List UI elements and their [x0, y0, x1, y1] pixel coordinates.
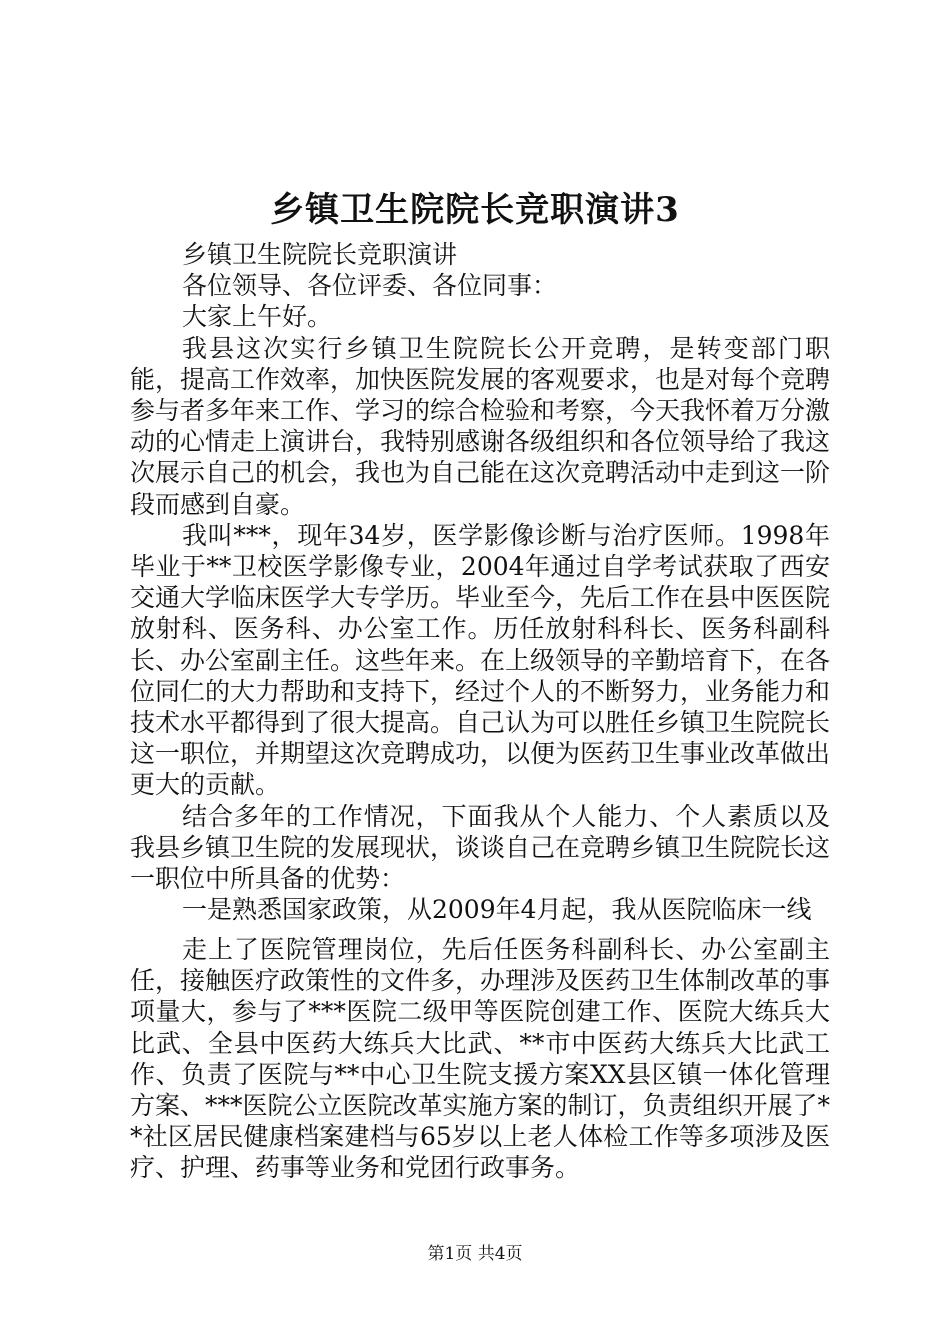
page-number-footer: 第1页 共4页	[427, 1244, 523, 1264]
body-text-section-1	[130, 239, 830, 925]
advantages-intro-paragraph: 结合多年的工作情况，下面我从个人能力、个人素质以及我县乡镇卫生院的发展现状，谈谈自己在竞聘乡镇卫生院院长这一职位中所具备的优势：	[130, 801, 831, 894]
greeting-paragraph: 大家上午好。	[182, 302, 333, 332]
policy-paragraph-continued: 走上了医院管理岗位，先后任医务科副科长、办公室副主任，接触医疗政策性的文件多，办理涉及医药卫生体制改革的事项量大，参与了***医院二级甲等医院创建工作、医院大练兵大比武、全县中医药大练兵大比武、**市中医药大练兵大比武工作、负责了医院与**中心卫生院支援方案XX县区镇一体化管理方案、***医院公立医院改革实施方案的制订，负责组织开展了**社区居民健康档案建档与65岁以上老人体检工作等多项涉及医疗、护理、药事等业务和党团行政事务。	[130, 935, 831, 1183]
body-text-section-2	[130, 934, 830, 1184]
document-title: 乡镇卫生院院长竞职演讲3	[270, 190, 680, 230]
subtitle-paragraph: 乡镇卫生院院长竞职演讲	[182, 240, 458, 269]
intro-paragraph: 我县这次实行乡镇卫生院院长公开竞聘，是转变部门职能，提高工作效率，加快医院发展的客观要求，也是对每个竞聘参与者多年来工作、学习的综合检验和考察，今天我怀着万分激动的心情走上演讲台，我特别感谢各级组织和各位领导给了我这次展示自己的机会，我也为自己能在这次竞聘活动中走到这一阶段而感到自豪。	[130, 333, 831, 519]
background-paragraph: 我叫***，现年34岁，医学影像诊断与治疗医师。1998年毕业于**卫校医学影像专业，2004年通过自学考试获取了西安交通大学临床医学大专学历。毕业至今，先后工作在县中医医院放射科、医务科、办公室工作。历任放射科科长、医务科副科长、办公室副主任。这些年来。在上级领导的辛勤培育下，在各位同仁的大力帮助和支持下，经过个人的不断努力，业务能力和技术水平都得到了很大提高。自己认为可以胜任乡镇卫生院院长这一职位，并期望这次竞聘成功，以便为医药卫生事业改革做出更大的贡献。	[130, 520, 831, 800]
salutation-paragraph: 各位领导、各位评委、各位同事：	[182, 271, 558, 301]
policy-paragraph-start: 一是熟悉国家政策，从2009年4月起，我从医院临床一线	[182, 895, 812, 925]
